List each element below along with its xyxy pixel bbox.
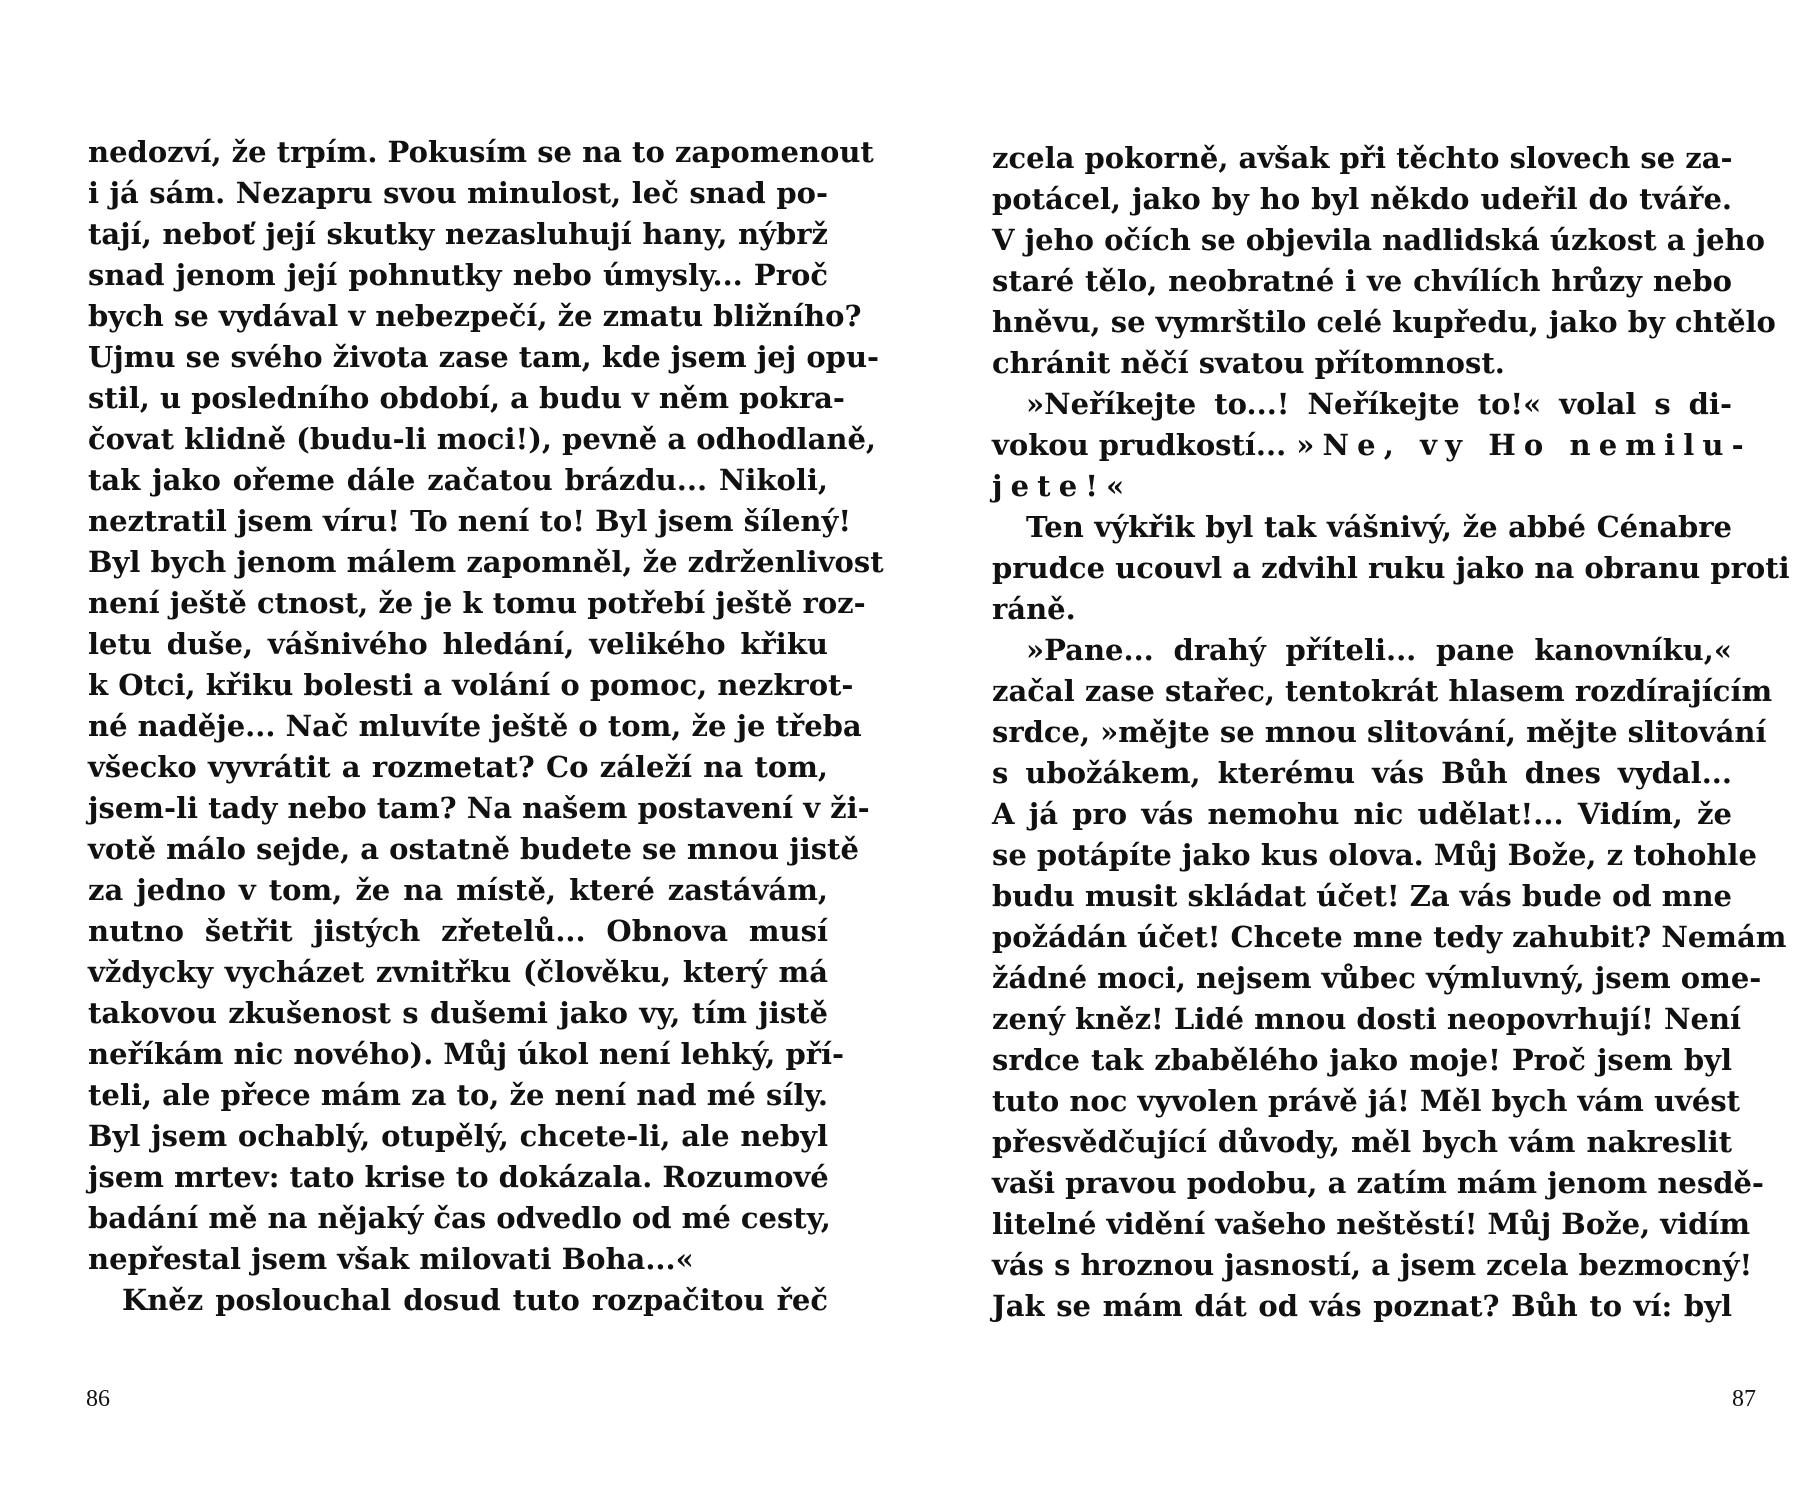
text-line: vždycky vycházet zvnitřku (člověku, který má xyxy=(88,955,828,989)
text-line: srdce, »mějte se mnou slitování, mějte slitování xyxy=(992,715,1767,749)
text-line: stil, u posledního období, a budu v něm pokra- xyxy=(88,381,845,415)
page-number: 87 xyxy=(1732,1386,1756,1412)
text-line: začal zase stařec, tentokrát hlasem rozdírajícím xyxy=(992,674,1773,708)
text-line: nepřestal jsem však milovati Boha...« xyxy=(88,1242,694,1276)
text-line: tak jako ořeme dále začatou brázdu... Nikoli, xyxy=(88,463,828,497)
text-line: ráně. xyxy=(992,592,1076,626)
text-line: staré tělo, neobratné i ve chvílích hrůzy nebo xyxy=(992,264,1732,298)
text-line: hněvu, se vymrštilo celé kupředu, jako by chtělo xyxy=(992,305,1776,339)
text-line: chránit něčí svatou přítomnost. xyxy=(992,346,1505,380)
text-line: není ještě ctnost, že je k tomu potřebí ještě roz- xyxy=(88,586,866,620)
text-line: vaši pravou podobu, a zatím mám jenom nesdě- xyxy=(992,1166,1764,1200)
text-line: Byl bych jenom málem zapomněl, že zdrženlivost xyxy=(88,545,884,579)
text-line: takovou zkušenost s dušemi jako vy, tím jistě xyxy=(88,996,828,1030)
text-line: vás s hroznou jasností, a jsem zcela bezmocný! xyxy=(992,1248,1753,1282)
text-line: s ubožákem, kterému vás Bůh dnes vydal... xyxy=(992,756,1732,790)
text-line: letu duše, vášnivého hledání, velikého křiku xyxy=(88,627,828,661)
text-line: badání mě na nějaký čas odvedlo od mé cesty, xyxy=(88,1201,831,1235)
text-line: litelné vidění vašeho neštěstí! Můj Bože, vidím xyxy=(992,1207,1751,1241)
text-line: potácel, jako by ho byl někdo udeřil do tváře. xyxy=(992,182,1732,216)
text-line: A já pro vás nemohu nic udělat!... Vidím, že xyxy=(992,797,1732,831)
text-line: zený kněz! Lidé mnou dosti neopovrhují! Není xyxy=(992,1002,1742,1036)
text-line: přesvědčující důvody, měl bych vám nakreslit xyxy=(992,1125,1732,1159)
text-line: jsem mrtev: tato krise to dokázala. Rozumové xyxy=(88,1160,829,1194)
text-line: nedozví, že trpím. Pokusím se na to zapomenout xyxy=(88,135,874,169)
left-page-text xyxy=(88,132,884,1321)
text-line: požádán účet! Chcete mne tedy zahubit? Nemám xyxy=(992,920,1787,954)
text-line: za jedno v tom, že na místě, které zastávám, xyxy=(88,873,828,907)
page-number: 86 xyxy=(86,1386,110,1412)
text-line: srdce tak zbabělého jako moje! Proč jsem byl xyxy=(992,1043,1732,1077)
text-line: neříkám nic nového). Můj úkol není lehký, pří- xyxy=(88,1037,845,1071)
text-line: teli, ale přece mám za to, že není nad mé síly. xyxy=(88,1078,828,1112)
text-line: »Neříkejte to...! Neříkejte to!« volal s di- xyxy=(1026,387,1732,421)
text-line: vokou prudkostí... »Ne, vy Ho nemilu- xyxy=(992,428,1752,462)
text-line: se potápíte jako kus olova. Můj Bože, z tohohle xyxy=(992,838,1757,872)
text-line: prudce ucouvl a zdvihl ruku jako na obranu proti xyxy=(992,551,1790,585)
right-page-text xyxy=(992,138,1790,1327)
emphasis-text: »Ne, vy Ho nemilu- xyxy=(1296,428,1752,462)
text-line: bych se vydával v nebezpečí, že zmatu bližního? xyxy=(88,299,862,333)
text-line: tuto noc vyvolen právě já! Měl bych vám uvést xyxy=(992,1084,1741,1118)
text-line: Jak se mám dát od vás poznat? Bůh to ví: byl xyxy=(992,1289,1732,1323)
right-page xyxy=(906,0,1812,1500)
text-line: snad jenom její pohnutky nebo úmysly... Proč xyxy=(88,258,828,292)
text-line: né naděje... Nač mluvíte ještě o tom, že je třeba xyxy=(88,709,862,743)
text-line: budu musit skládat účet! Za vás bude od mne xyxy=(992,879,1732,913)
text-line: žádné moci, nejsem vůbec výmluvný, jsem ome- xyxy=(992,961,1762,995)
text-line: Byl jsem ochablý, otupělý, chcete-li, ale nebyl xyxy=(88,1119,828,1153)
text-line: votě málo sejde, a ostatně budete se mnou jistě xyxy=(88,832,859,866)
text-line: všecko vyvrátit a rozmetat? Co záleží na tom, xyxy=(88,750,828,784)
text-line: neztratil jsem víru! To není to! Byl jsem šílený! xyxy=(88,504,852,538)
text-line: k Otci, křiku bolesti a volání o pomoc, nezkrot- xyxy=(88,668,854,702)
text-line: čovat klidně (budu-li moci!), pevně a odhodlaně, xyxy=(88,422,876,456)
text-line: Kněz poslouchal dosud tuto rozpačitou řeč xyxy=(122,1283,828,1317)
text-line: nutno šetřit jistých zřetelů... Obnova musí xyxy=(88,914,828,948)
text-line: zcela pokorně, avšak při těchto slovech se za- xyxy=(992,141,1733,175)
text-line: jete!« xyxy=(992,469,1133,503)
text-line: »Pane... drahý příteli... pane kanovníku,« xyxy=(1026,633,1732,667)
text-line: jsem-li tady nebo tam? Na našem postavení v ži- xyxy=(88,791,870,825)
text-line: Ten výkřik byl tak vášnivý, že abbé Cénabre xyxy=(1026,510,1732,544)
text-line: i já sám. Nezapru svou minulost, leč snad po- xyxy=(88,176,828,210)
text-line: Ujmu se svého života zase tam, kde jsem jej opu- xyxy=(88,340,880,374)
text-line: V jeho očích se objevila nadlidská úzkost a jeho xyxy=(992,223,1765,257)
text-line: tají, neboť její skutky nezasluhují hany, nýbrž xyxy=(88,217,828,251)
